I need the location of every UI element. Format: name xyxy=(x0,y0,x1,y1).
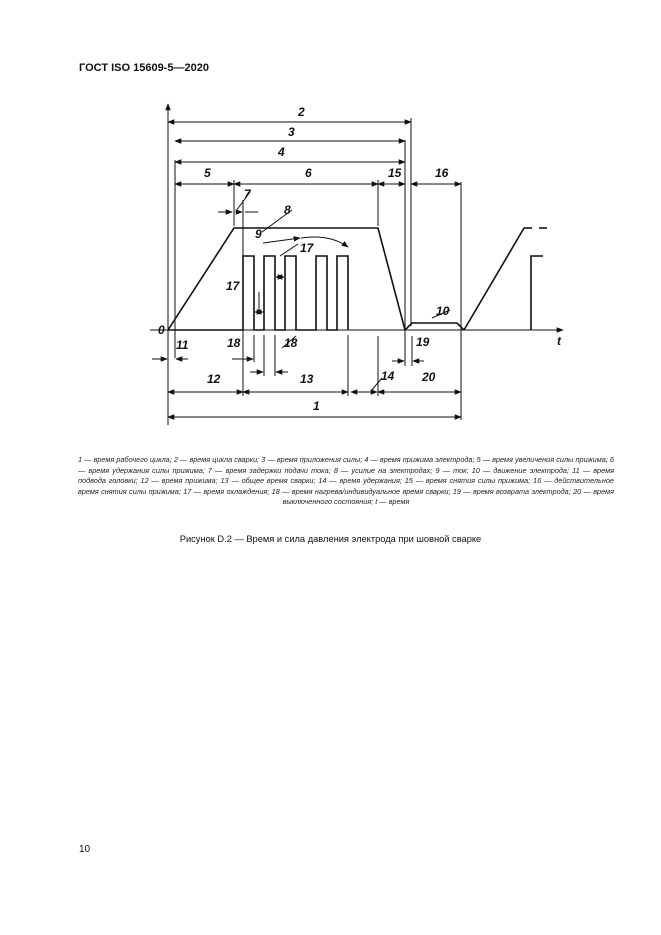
next-cycle-ramp xyxy=(464,228,524,330)
figure-legend: 1 — время рабочего цикла; 2 — время цикла сварки; 3 — время приложения силы; 4 — время прижима электрода; 5 — время увеличения силы прижима; 6 — время удержания силы прижима; 7 — время задержки подачи тока; 8 — усилие на электродах; 9 — ток; 10 — движение электрода; 11 — время подвода головки; 12 — время прижима; 13 — общее время сварки; 14 — время удержания; 15 — время снятия силы прижима; 16 — действительное время снятия силы прижима; 17 — время охлаждения; 18 — время нагрева/индивидуальное время сварки; 19 — время возврата электрода; 20 — время выключенного состояния; t — время xyxy=(78,455,614,507)
electrode-movement-curve xyxy=(405,323,464,330)
label-14: 14 xyxy=(381,369,395,383)
label-3: 3 xyxy=(288,125,295,139)
label-7: 7 xyxy=(244,187,251,201)
label-18b: 18 xyxy=(284,336,298,350)
label-9: 9 xyxy=(255,227,262,241)
label-15: 15 xyxy=(388,166,402,180)
timing-diagram xyxy=(0,0,661,450)
document-header: ГОСТ ISO 15609-5—2020 xyxy=(79,62,209,74)
label-17b: 17 xyxy=(300,241,314,255)
label-16: 16 xyxy=(435,166,449,180)
label-12: 12 xyxy=(207,372,221,386)
label-13: 13 xyxy=(300,372,314,386)
force-curve xyxy=(168,228,405,330)
figure-caption: Рисунок D.2 — Время и сила давления электрода при шовной сварке xyxy=(179,534,482,544)
label-17a: 17 xyxy=(226,279,240,293)
next-cycle-pulse xyxy=(531,256,543,330)
label-5: 5 xyxy=(204,166,211,180)
label-8: 8 xyxy=(284,203,291,217)
current-pulses xyxy=(168,256,348,330)
label-19: 19 xyxy=(416,335,430,349)
label-6: 6 xyxy=(305,166,312,180)
label-10: 10 xyxy=(436,304,450,318)
page-number: 10 xyxy=(79,844,91,855)
label-2: 2 xyxy=(298,105,305,119)
label-4: 4 xyxy=(278,145,285,159)
label-18a: 18 xyxy=(227,336,241,350)
label-time: t xyxy=(557,334,561,348)
label-origin: 0 xyxy=(158,323,165,337)
label-20: 20 xyxy=(422,370,436,384)
label-1: 1 xyxy=(313,399,320,413)
label-11: 11 xyxy=(176,338,189,352)
